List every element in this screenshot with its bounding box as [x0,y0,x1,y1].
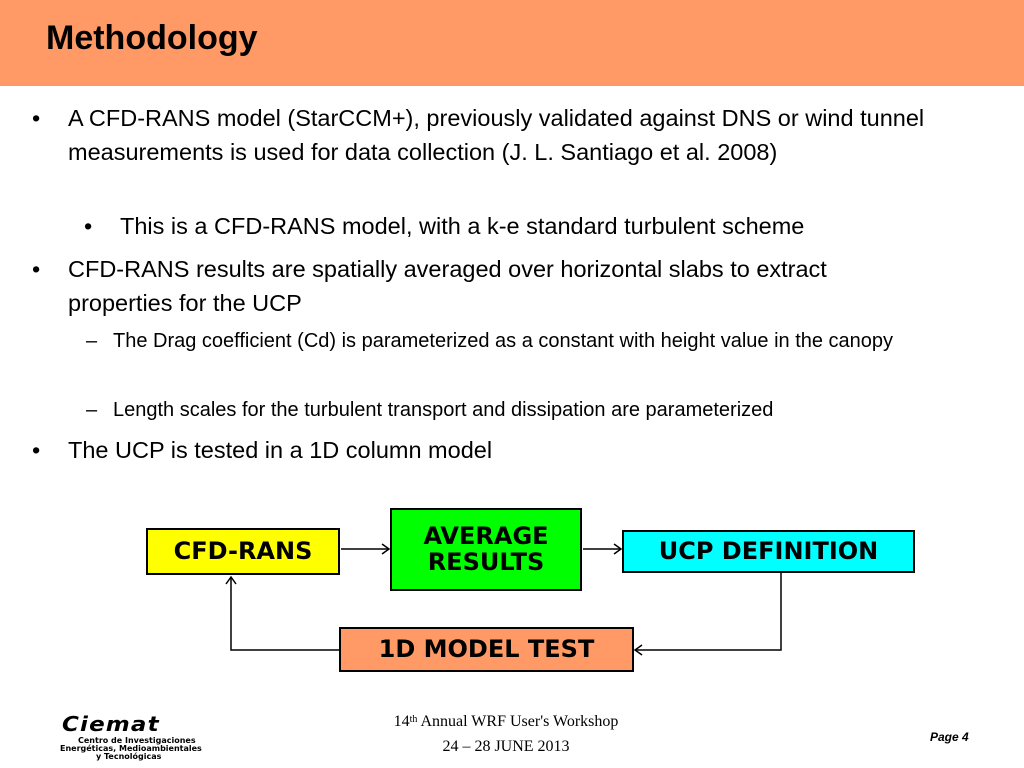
ucp-definition-box [622,530,915,573]
cfd-rans-label: CFD-RANS [173,536,313,565]
arrow-model-to-cfd [231,578,339,650]
dash-marker: – [86,330,98,352]
logo-wordmark: Ciemat [62,712,160,736]
bullet-text: CFD-RANS results are spatially averaged over horizontal slabs to extract properties for the UCP [68,256,827,316]
bullet-text: Length scales for the turbulent transport and dissipation are parameterized [113,399,774,421]
average-results-box [390,508,582,591]
bullet-marker: • [84,213,93,239]
model-test-box [339,627,634,672]
arrow-ucp-to-model [636,573,781,650]
page-number: Page 4 [930,730,969,744]
footer-workshop [330,709,682,759]
logo-line-2: Energéticas, Medioambientales [60,744,202,753]
logo-line-3: y Tecnológicas [96,752,162,761]
dash-marker: – [86,399,98,421]
workshop-title: 14th Annual WRF User's Workshop [393,713,619,730]
slide-title: Methodology [46,19,258,57]
workshop-dates: 24 – 28 JUNE 2013 [442,738,570,755]
average-label: AVERAGE [423,522,549,551]
ucp-definition-label: UCP DEFINITION [658,536,879,565]
bullet-text: A CFD-RANS model (StarCCM+), previously validated against DNS or wind tunnel measurements is used for data collection (J. L. Santiago et al. 2008) [68,105,925,165]
results-label: RESULTS [427,547,545,576]
bullet-text: This is a CFD-RANS model, with a k-e standard turbulent scheme [120,213,805,239]
bullet-text: The Drag coefficient (Cd) is parameterized as a constant with height value in the canopy [113,330,894,352]
bullet-marker: • [32,256,41,282]
bullet-marker: • [32,105,41,131]
bullet-marker: • [32,437,41,463]
bullet-text: The UCP is tested in a 1D column model [68,437,493,463]
model-test-label: 1D MODEL TEST [378,634,595,663]
logo-line-1: Centro de Investigaciones [78,736,196,745]
cfd-rans-box [146,528,340,575]
ciemat-logo [56,712,216,762]
